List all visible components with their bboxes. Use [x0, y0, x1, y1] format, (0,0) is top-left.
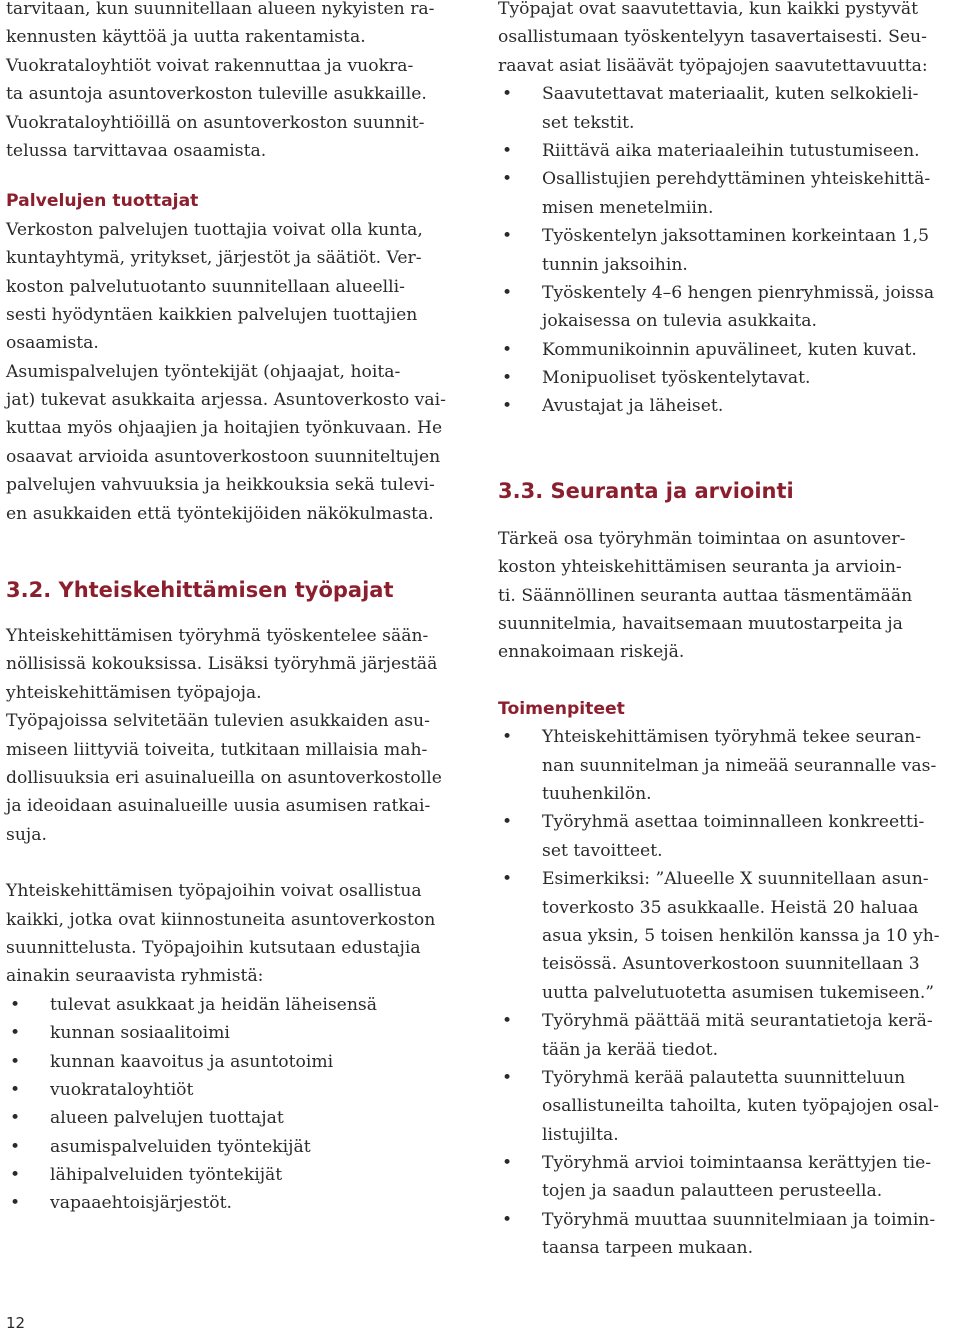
bullet-icon: •: [502, 1153, 513, 1174]
text-line: kuttaa myös ohjaajien ja hoitajien työnkuvaan. He: [6, 418, 443, 439]
list-item: • Osallistujien perehdyttäminen yhteiskehittä- misen menetelmiin.: [498, 165, 958, 222]
bullet-icon: •: [502, 368, 513, 389]
bullet-icon: •: [10, 1136, 21, 1157]
section-heading-3-3: 3.3. Seuranta ja arviointi: [498, 478, 794, 503]
text-line: ti. Säännöllinen seuranta auttaa täsmentämään: [498, 585, 913, 606]
text-line: ja ideoidaan asuinalueille uusia asumisen ratkai-: [6, 796, 431, 817]
bullet-icon: •: [10, 1023, 21, 1044]
list-item: • Saavutettavat materiaalit, kuten selkokieli- set tekstit.: [498, 80, 958, 137]
section-paragraph-1: [6, 622, 468, 707]
workshop-accessibility-paragraph: [498, 0, 958, 80]
list-item: • Työryhmä päättää mitä seurantatietoja kerä- tään ja kerää tiedot.: [498, 1007, 958, 1064]
text-line: Vuokrataloyhtiöt voivat rakennuttaa ja vuokra-: [6, 55, 414, 76]
bullet-icon: •: [502, 140, 513, 161]
text-line: kennusten käyttöä ja uutta rakentamista.: [6, 27, 366, 48]
bullet-icon: •: [502, 812, 513, 833]
text-line: osaamista.: [6, 333, 99, 354]
subheading-providers: Palvelujen tuottajat: [6, 191, 199, 212]
list-item: • Työskentely 4–6 hengen pienryhmissä, joissa jokaisessa on tulevia asukkaita.: [498, 279, 958, 336]
text-line: koston yhteiskehittämisen seuranta ja arvioin-: [498, 557, 902, 578]
bullet-icon: •: [502, 339, 513, 360]
bullet-icon: •: [10, 1079, 21, 1100]
bullet-icon: •: [502, 727, 513, 748]
text-line: ainakin seuraavista ryhmistä:: [6, 966, 264, 987]
text-line: Vuokrataloyhtiöillä on asuntoverkoston suunnit-: [6, 112, 425, 133]
monitoring-paragraph: [498, 525, 958, 667]
text-line: ta asuntoja asuntoverkoston tuleville asukkaille.: [6, 84, 427, 105]
bullet-icon: •: [10, 1165, 21, 1186]
text-line: Työpajat ovat saavutettavia, kun kaikki pystyvät: [498, 0, 918, 19]
text-line: yhteiskehittämisen työpajoja.: [6, 682, 262, 703]
list-item: • Avustajat ja läheiset.: [498, 392, 958, 420]
text-line: kaikki, jotka ovat kiinnostuneita asuntoverkoston: [6, 909, 436, 930]
list-item: • kunnan kaavoitus ja asuntotoimi: [6, 1048, 468, 1076]
text-line: dollisuuksia eri asuinalueilla on asuntoverkostolle: [6, 767, 442, 788]
list-item: • Monipuoliset työskentelytavat.: [498, 364, 958, 392]
text-line: en asukkaiden että työntekijöiden näkökulmasta.: [6, 503, 434, 524]
text-line: ennakoimaan riskejä.: [498, 642, 685, 663]
measures-list: [498, 723, 958, 1262]
bullet-icon: •: [10, 1108, 21, 1129]
list-item: • Kommunikoinnin apuvälineet, kuten kuvat.: [498, 336, 958, 364]
list-item: • vuokrataloyhtiöt: [6, 1076, 468, 1104]
text-line: Asumispalvelujen työntekijät (ohjaajat, hoita-: [6, 361, 401, 382]
text-line: jat) tukevat asukkaita arjessa. Asuntoverkosto vai-: [6, 390, 446, 411]
list-item: • Työskentelyn jaksottaminen korkeintaan 1,5 tunnin jaksoihin.: [498, 222, 958, 279]
text-line: Yhteiskehittämisen työryhmä työskentelee sään-: [6, 626, 429, 647]
list-item: • Riittävä aika materiaaleihin tutustumiseen.: [498, 137, 958, 165]
intro-paragraph: [6, 0, 468, 165]
text-line: suunnittelusta. Työpajoihin kutsutaan edustajia: [6, 937, 421, 958]
bullet-icon: •: [502, 1209, 513, 1230]
bullet-icon: •: [502, 1011, 513, 1032]
bullet-icon: •: [502, 869, 513, 890]
text-line: telussa tarvittavaa osaamista.: [6, 140, 267, 161]
text-line: Yhteiskehittämisen työpajoihin voivat osallistua: [6, 881, 422, 902]
bullet-icon: •: [502, 169, 513, 190]
text-line: miseen liittyviä toiveita, tutkitaan millaisia mah-: [6, 739, 428, 760]
text-line: osaavat arvioida asuntoverkostoon suunniteltujen: [6, 446, 441, 467]
list-item: • Esimerkiksi: ”Alueelle X suunnitellaan asun- toverkosto 35 asukkaalle. Heistä 20 haluaa asua yksin, 5 toisen henkilön kanssa ja 10 yh- teisössä. Asuntoverkostoon suunnitellaan 3 uutta palvelutuotetta asumisen tukemiseen.”: [498, 865, 958, 1007]
section-heading-3-2: 3.2. Yhteiskehittämisen työpajat: [6, 578, 394, 603]
providers-paragraph: [6, 216, 468, 528]
section-paragraph-3: [6, 877, 468, 991]
text-line: nöllisissä kokouksissa. Lisäksi työryhmä järjestää: [6, 654, 438, 675]
text-line: tarvitaan, kun suunnitellaan alueen nykyisten ra-: [6, 0, 435, 19]
text-line: osallistumaan työskentelyyn tasavertaisesti. Seu-: [498, 27, 927, 48]
text-line: koston palvelutuotanto suunnitellaan alueelli-: [6, 276, 405, 297]
list-item: • Työryhmä arvioi toimintaansa kerättyjen tie- tojen ja saadun palautteen perusteella.: [498, 1149, 958, 1206]
section-paragraph-2: [6, 707, 468, 849]
groups-list: [6, 991, 468, 1218]
bullet-icon: •: [502, 226, 513, 247]
bullet-icon: •: [502, 84, 513, 105]
text-line: raavat asiat lisäävät työpajojen saavutettavuutta:: [498, 55, 928, 76]
bullet-icon: •: [502, 1067, 513, 1088]
text-line: Tärkeä osa työryhmän toimintaa on asuntover-: [498, 528, 906, 549]
accessibility-list: [498, 80, 958, 421]
text-line: suja.: [6, 824, 47, 845]
page-number: 12: [6, 1314, 26, 1332]
bullet-icon: •: [10, 994, 21, 1015]
list-item: • Työryhmä muuttaa suunnitelmiaan ja toimin- taansa tarpeen mukaan.: [498, 1206, 958, 1263]
list-item: • asumispalveluiden työntekijät: [6, 1133, 468, 1161]
list-item: • tulevat asukkaat ja heidän läheisensä: [6, 991, 468, 1019]
subheading-measures: Toimenpiteet: [498, 698, 625, 719]
text-line: kuntayhtymä, yritykset, järjestöt ja säätiöt. Ver-: [6, 248, 422, 269]
list-item: • Työryhmä asettaa toiminnalleen konkreetti- set tavoitteet.: [498, 808, 958, 865]
text-line: Verkoston palvelujen tuottajia voivat olla kunta,: [6, 219, 423, 240]
bullet-icon: •: [502, 396, 513, 417]
text-line: suunnitelmia, havaitsemaan muutostarpeita ja: [498, 614, 903, 635]
text-line: Työpajoissa selvitetään tulevien asukkaiden asu-: [6, 711, 430, 732]
list-item: • lähipalveluiden työntekijät: [6, 1161, 468, 1189]
list-item: • alueen palvelujen tuottajat: [6, 1104, 468, 1132]
list-item: • vapaaehtoisjärjestöt.: [6, 1189, 468, 1217]
list-item: • Yhteiskehittämisen työryhmä tekee seuran- nan suunnitelman ja nimeää seurannalle vas- tuuhenkilön.: [498, 723, 958, 808]
list-item: • kunnan sosiaalitoimi: [6, 1019, 468, 1047]
text-line: palvelujen vahvuuksia ja heikkouksia sekä tulevi-: [6, 475, 435, 496]
left-column: [6, 0, 468, 1218]
list-item: • Työryhmä kerää palautetta suunnitteluun osallistuneilta tahoilta, kuten työpajojen osal- listujilta.: [498, 1064, 958, 1149]
bullet-icon: •: [10, 1051, 21, 1072]
bullet-icon: •: [10, 1193, 21, 1214]
right-column: [498, 0, 958, 1263]
bullet-icon: •: [502, 282, 513, 303]
text-line: sesti hyödyntäen kaikkien palvelujen tuottajien: [6, 304, 418, 325]
